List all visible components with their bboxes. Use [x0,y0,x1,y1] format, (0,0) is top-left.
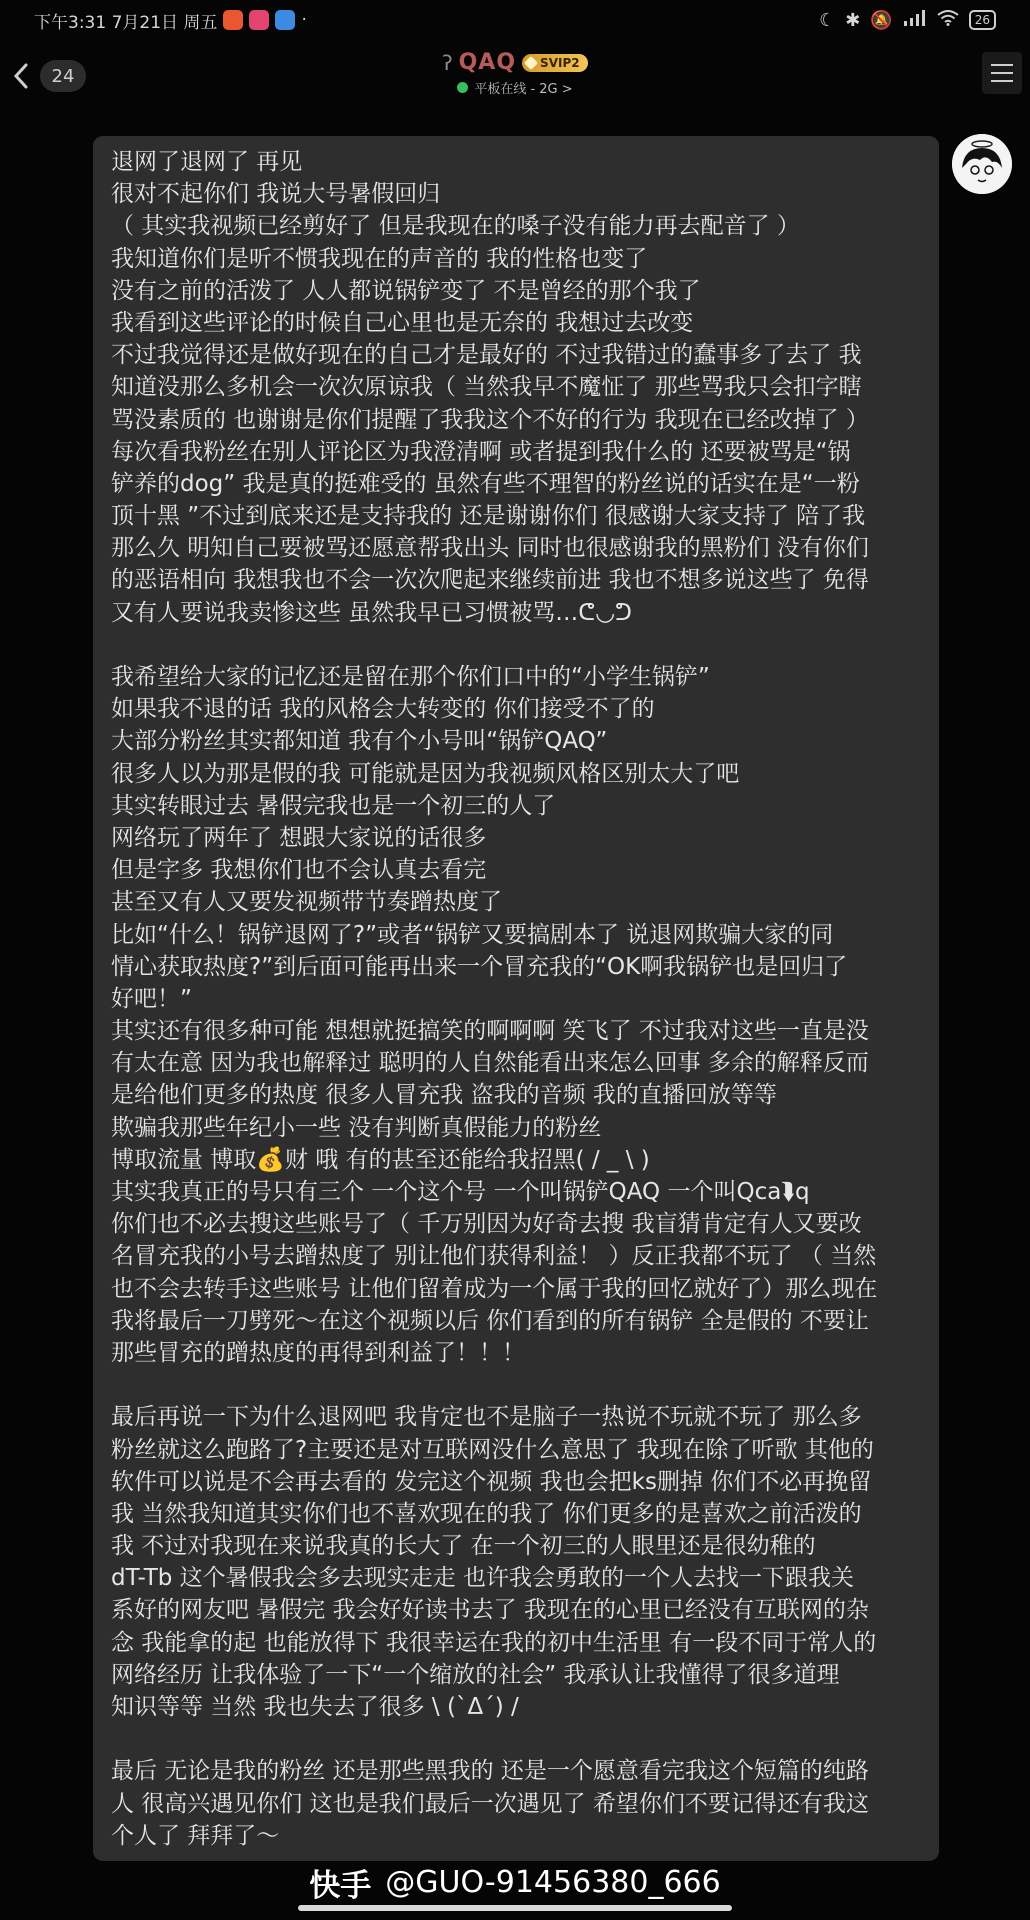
home-indicator[interactable] [298,1905,732,1911]
message-line: 我知道你们是听不惯我现在的声音的 我的性格也变了 [111,245,648,272]
message-line [111,629,921,661]
message-line: 比如“什么！锅铲退网了?”或者“锅铲又要搞剧本了 说退网欺骗大家的同 [111,921,834,948]
message-line: 顶十黑 ”不过到底来还是支持我的 还是谢谢你们 很感谢大家支持了 陪了我 [111,503,866,530]
watermark-handle: @GUO-91456380_666 [385,1865,721,1900]
watermark-brand: 快手 [309,1868,372,1904]
message-line: 退网了退网了 再见 [111,149,303,175]
online-status[interactable] [0,78,1030,97]
message-text [111,146,921,1852]
avatar[interactable] [952,134,1012,194]
status-right [819,10,996,31]
message-line: 有太在意 因为我也解释过 聪明的人自然能看出来怎么回事 多余的解释反而 [111,1050,869,1077]
battery-indicator: 26 [969,10,996,30]
message-line: 如果我不退的话 我的风格会大转变的 你们接受不了的 [111,696,655,723]
message-line: 也不会去转手这些账号 让他们留着成为一个属于我的回忆就好了）那么现在 [111,1275,878,1302]
message-line: 不过我觉得还是做好现在的自己才是最好的 不过我错过的蠢事多了去了 我 [111,342,862,369]
message-line: 我希望给大家的记忆还是留在那个你们口中的“小学生锅铲” [111,664,710,690]
message-line: dT-Tb 这个暑假我会多去现实走走 也许我会勇敢的一个人去找一下跟我关 [111,1565,854,1592]
menu-button[interactable] [982,52,1022,94]
message-line: 个人了 拜拜了～ [111,1822,280,1849]
message-line: 知道没那么多机会一次次原谅我（ 当然我早不魔怔了 那些骂我只会扣字瞎 [111,374,862,401]
message-bubble[interactable] [93,136,939,1861]
message-line: 每次看我粉丝在别人评论区为我澄清啊 或者提到我什么的 还要被骂是“锅 [111,438,851,465]
bluetooth-icon: ✱ [845,9,861,31]
message-line: 我看到这些评论的时候自己心里也是无奈的 我想过去改变 [111,309,694,336]
message-line: 情心获取热度?”到后面可能再出来一个冒充我的“OK啊我锅铲也是回归了 [111,953,848,980]
message-line [111,1369,921,1401]
message-line: 念 我能拿的起 也能放得下 我很幸运在我的初中生活里 有一段不同于常人的 [111,1629,877,1656]
message-line: 其实转眼过去 暑假完我也是一个初三的人了 [111,792,556,819]
message-line: 好吧！” [111,985,192,1012]
status-dot: · [301,10,307,30]
message-line: 但是字多 我想你们也不会认真去看完 [111,857,487,884]
message-line: 人 很高兴遇见你们 这也是我们最后一次遇见了 希望你们不要记得还有我这 [111,1790,869,1817]
svip-badge: SVIP2 [522,54,588,72]
message-line: 网络玩了两年了 想跟大家说的话很多 [111,824,487,851]
message-line: 很对不起你们 我说大号暑假回归 [111,181,441,208]
wifi-icon [937,10,959,31]
message-line: 你们也不必去搜这些账号了（ 千万别因为好奇去搜 我盲猜肯定有人又要改 [111,1211,862,1238]
message-line: 系好的网友吧 暑假完 我会好好读书去了 我现在的心里已经没有互联网的杂 [111,1597,869,1624]
moon-icon: ☾ [819,9,836,31]
message-line: 我 不过对我现在来说我真的长大了 在一个初三的人眼里还是很幼稚的 [111,1533,816,1560]
status-left [34,8,307,33]
message-line: 铲养的dog” 我是真的挺难受的 虽然有些不理智的粉丝说的话实在是“一粉 [111,470,860,497]
message-line: 很多人以为那是假的我 可能就是因为我视频风格区别太大了吧 [111,760,740,787]
message-line: 那么久 明知自己要被骂还愿意帮我出头 同时也很感谢我的黑粉们 没有你们 [111,535,869,562]
menu-icon-bar [991,64,1013,66]
message-line: 网络经历 让我体验了一下“一个缩放的社会” 我承认让我懂得了很多道理 [111,1661,840,1688]
app-notification-icon [223,10,243,30]
message-line: 最后再说一下为什么退网吧 我肯定也不是脑子一热说不玩就不玩了 那么多 [111,1404,862,1431]
message-line: 名冒充我的小号去蹭热度了 别让他们获得利益！ ）反正我都不玩了 （ 当然 [111,1243,877,1270]
message-line: 我将最后一刀劈死～在这个视频以后 你们看到的所有锅铲 全是假的 不要让 [111,1307,869,1334]
online-status-text: 平板在线 - 2G > [474,82,573,97]
message-line: 骂没素质的 也谢谢是你们提醒了我我这个不好的行为 我现在已经改掉了 ） [111,406,869,433]
message-line: 甚至又有人又要发视频带节奏蹭热度了 [111,889,502,916]
status-bar [0,0,1030,40]
message-line: 其实我真正的号只有三个 一个这个号 一个叫锅铲QAQ 一个叫Qca⮯q [111,1179,810,1205]
message-line: （ 其实我视频已经剪好了 但是我现在的嗓子没有能力再去配音了 ） [111,213,800,240]
chat-header [0,48,1030,104]
message-line: 博取流量 博取💰财 哦 有的甚至还能给我招黑( / _ \ ) [111,1146,650,1173]
message-line: 大部分粉丝其实都知道 我有个小号叫“锅铲QAQ” [111,728,608,755]
ear-icon: ʔ [442,50,453,75]
message-line: 粉丝就这么跑路了?主要还是对互联网没什么意思了 我现在除了听歌 其他的 [111,1436,874,1463]
menu-icon-bar [991,72,1013,74]
message-line: 没有之前的活泼了 人人都说锅铲变了 不是曾经的那个我了 [111,277,701,304]
status-time-date: 下午3:31 7月21日 周五 [34,12,218,33]
app-notification-icon-2 [249,10,269,30]
unread-count-badge[interactable]: 24 [40,60,86,92]
message-line: 其实还有很多种可能 想想就挺搞笑的啊啊啊 笑飞了 不过我对这些一直是没 [111,1018,869,1045]
mute-icon: 🔕 [870,9,893,31]
message-line: 知识等等 当然 我也失去了很多 \ (`Δ´) / [111,1694,519,1720]
chat-title: QAQ [458,50,517,75]
message-line: 是给他们更多的热度 很多人冒充我 盗我的音频 我的直播回放等等 [111,1082,777,1109]
signal-icon [903,10,927,31]
watermark [0,1860,1030,1905]
avatar-cartoon-icon [952,134,1012,194]
message-line: 又有人要说我卖惨这些 虽然我早已习惯被骂…ᕦ◡ᕤ [111,599,632,626]
message-line: 那些冒充的蹭热度的再得到利益了！！！ [111,1339,525,1366]
message-line: 我 当然我知道其实你们也不喜欢现在的我了 你们更多的是喜欢之前活泼的 [111,1500,862,1527]
message-line: 最后 无论是我的粉丝 还是那些黑我的 还是一个愿意看完我这个短篇的纯路 [111,1758,869,1785]
message-line: 欺骗我那些年纪小一些 没有判断真假能力的粉丝 [111,1114,602,1141]
online-dot-icon [457,82,468,93]
chat-title-group[interactable] [0,50,1030,75]
menu-icon-bar [991,80,1013,82]
app-notification-icon-3 [275,10,295,30]
message-line: 软件可以说是不会再去看的 发完这个视频 我也会把ks删掉 你们不必再挽留 [111,1468,872,1495]
message-line: 的恶语相向 我想我也不会一次次爬起来继续前进 我也不想多说这些了 免得 [111,567,869,594]
message-line [111,1723,921,1755]
